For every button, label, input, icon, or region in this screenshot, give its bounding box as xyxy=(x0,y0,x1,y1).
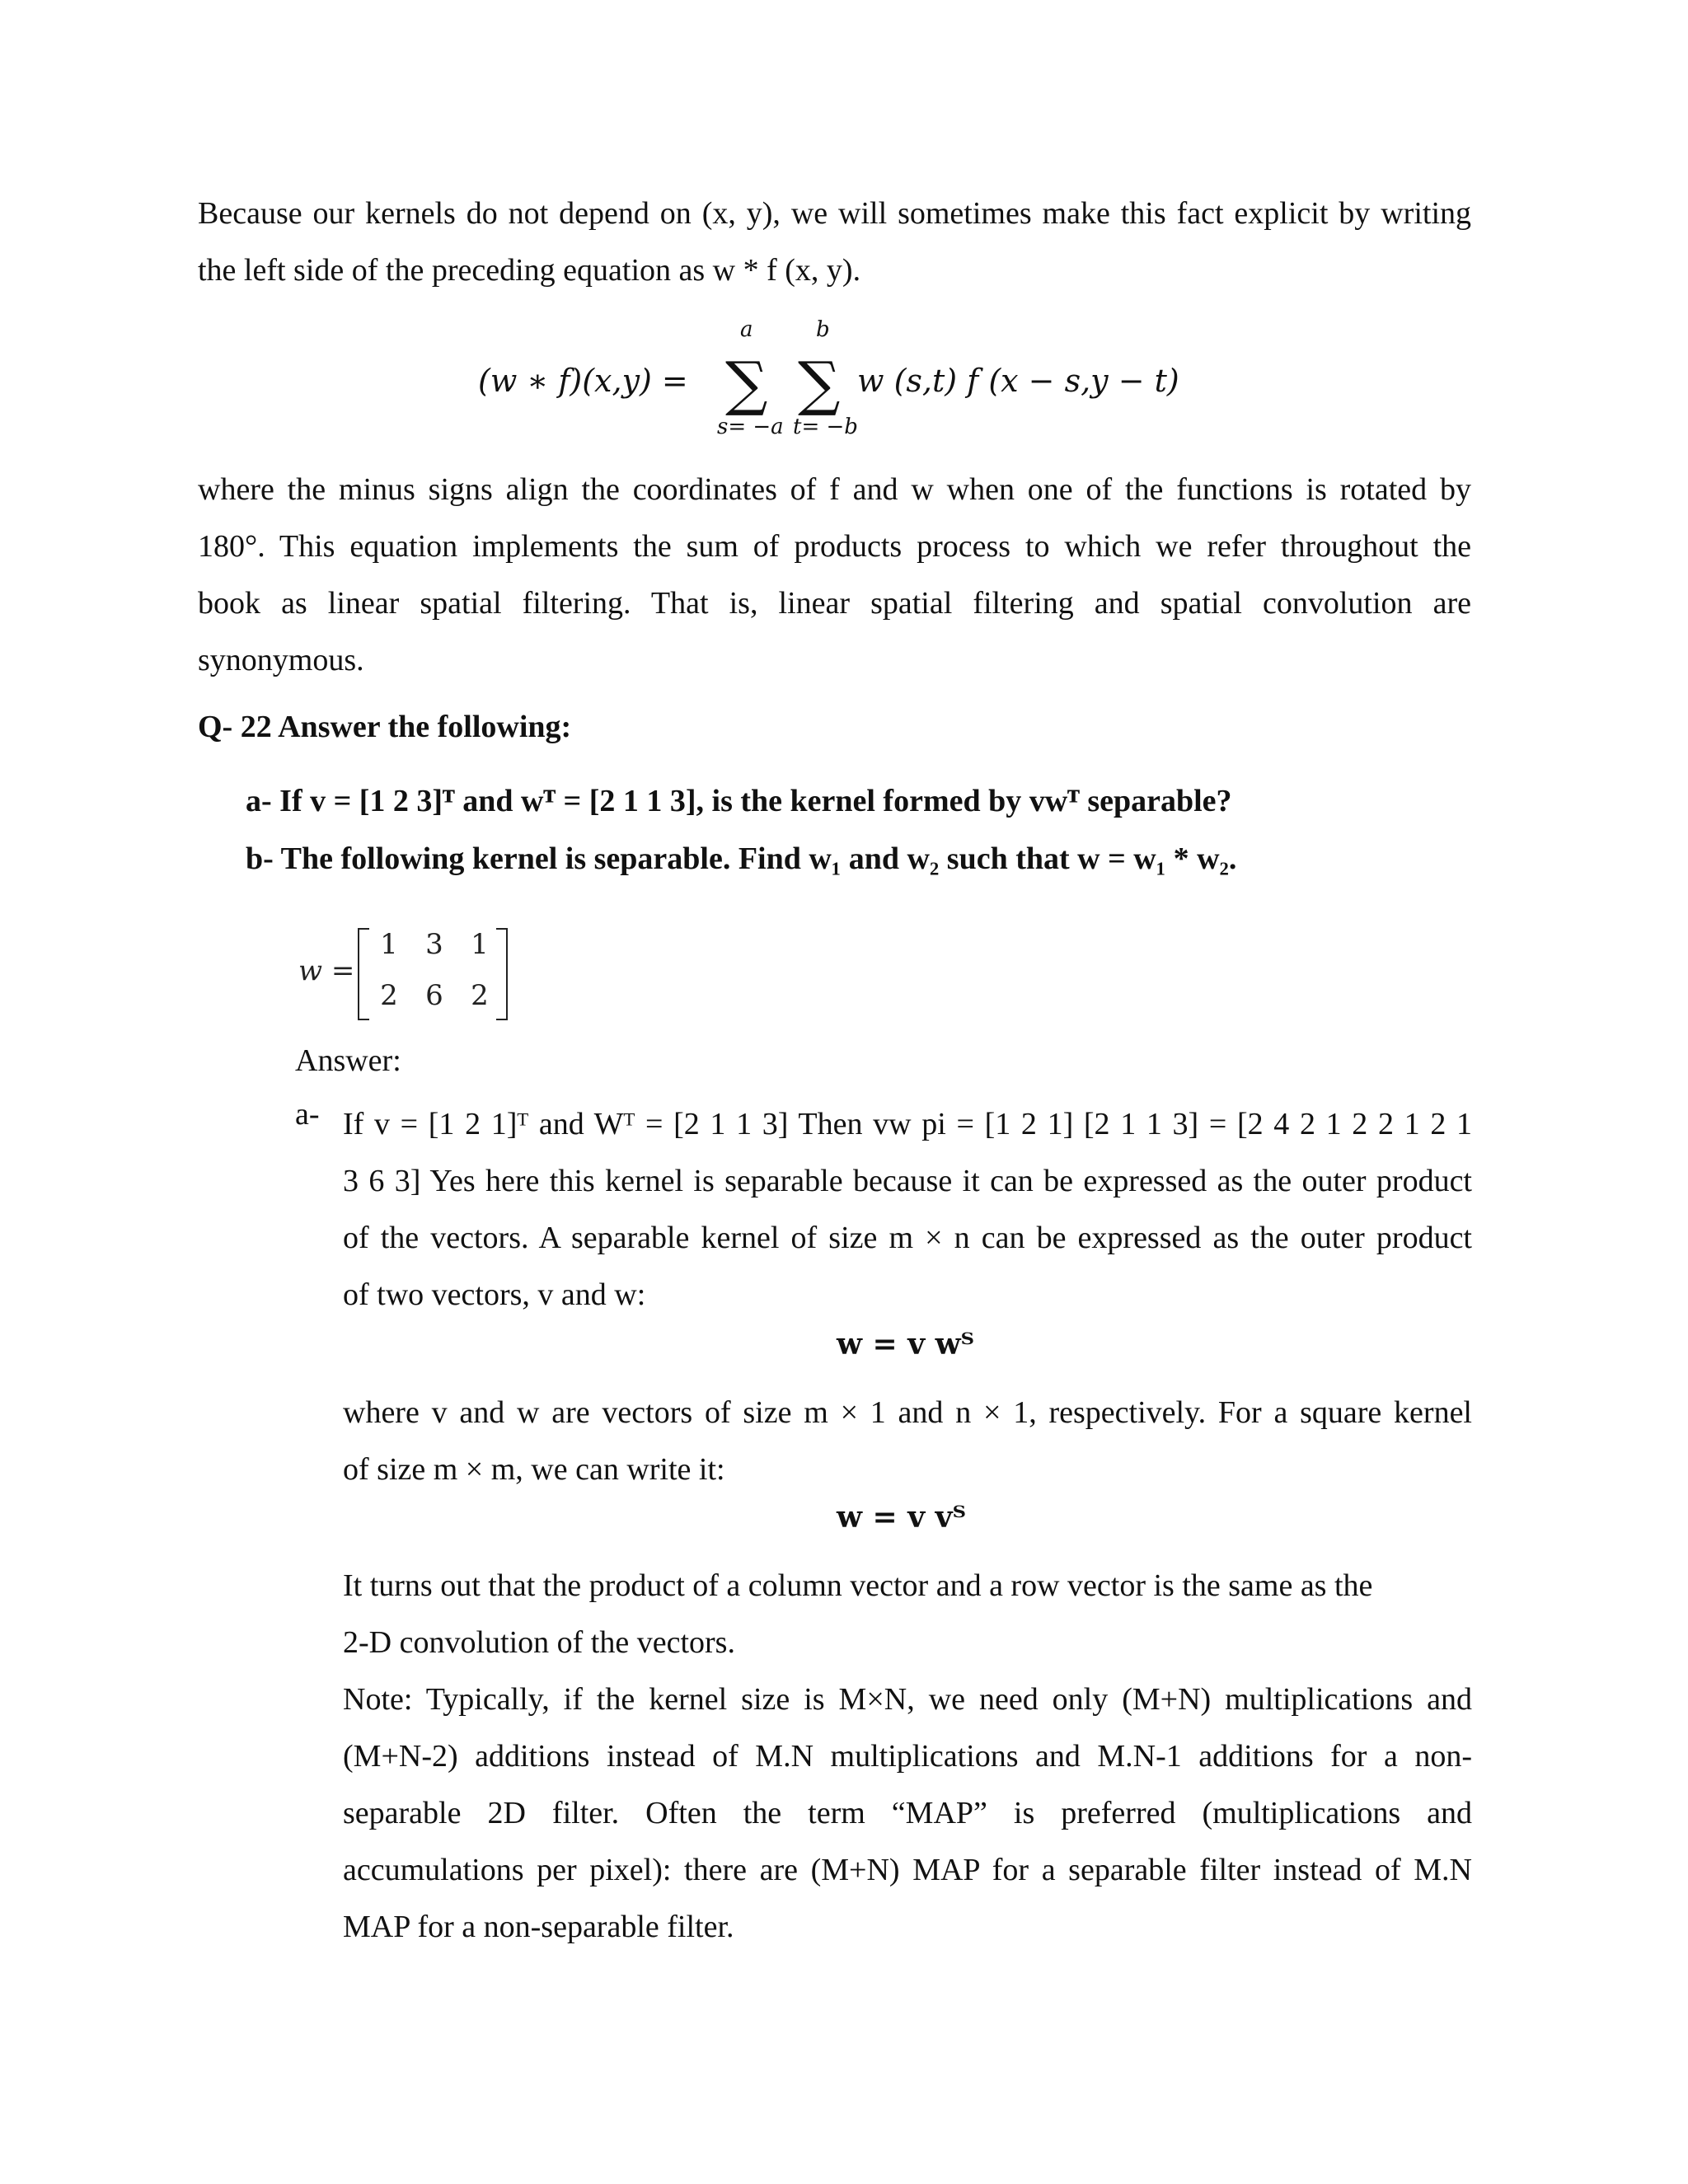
intro-line-2: the left side of the preceding equation as w * f (x, y). xyxy=(198,253,861,288)
answer-line-5: where v and w are vectors of size m × 1 and n × 1, respectively. For a square kernel xyxy=(343,1395,1472,1430)
answer-line-7: It turns out that the product of a column vector and a row vector is the same as the xyxy=(343,1568,1373,1603)
equation-lhs: (w ∗ f)(x,y) = xyxy=(478,363,688,399)
sum-t-sigma: ∑ xyxy=(798,349,841,418)
matrix-label: w = xyxy=(298,954,355,987)
sum-s-upper-limit: a xyxy=(740,317,753,342)
answer-line-4: of two vectors, v and w: xyxy=(343,1277,646,1312)
sum-s-lower-limit: s= −a xyxy=(717,415,784,439)
answer-line-9: Note: Typically, if the kernel size is M×N, we need only (M+N) multiplications and xyxy=(343,1682,1472,1717)
answer-block-1 xyxy=(343,1096,1472,1324)
answer-line-8: 2-D convolution of the vectors. xyxy=(343,1625,735,1660)
para2-line-4: synonymous. xyxy=(198,643,364,677)
question-item-b: b- The following kernel is separable. Find w₁ and w₂ such that w = w₁ * w₂. xyxy=(246,841,1237,876)
answer-line-13: MAP for a non-separable filter. xyxy=(343,1910,734,1944)
answer-line-12: accumulations per pixel): there are (M+N) MAP for a separable filter instead of M.N xyxy=(343,1853,1472,1887)
answer-line-1: If v = [1 2 1]ᵀ and Wᵀ = [2 1 1 3] Then vw pi = [1 2 1] [2 1 1 3] = [2 4 2 1 2 2 1 2 1 xyxy=(343,1107,1472,1141)
matrix-left-bracket xyxy=(358,928,369,1020)
para2-line-3: book as linear spatial filtering. That is, linear spatial filtering and spatial convolution are xyxy=(198,586,1471,621)
answer-block-3 xyxy=(343,1558,1472,1956)
matrix-cell: 6 xyxy=(425,979,443,1012)
sum-s-sigma: ∑ xyxy=(725,349,768,418)
outer-product-equation: w = v wᵀ xyxy=(837,1327,975,1361)
answer-block-2 xyxy=(343,1385,1472,1498)
para2-line-2: 180°. This equation implements the sum of products process to which we refer throughout the xyxy=(198,529,1471,564)
answer-marker-a: a- xyxy=(295,1097,320,1132)
convolution-equation xyxy=(478,317,1220,449)
matrix-cell: 3 xyxy=(425,928,443,961)
sum-t-upper-limit: b xyxy=(816,317,830,342)
matrix-cell: 2 xyxy=(380,979,398,1012)
question-heading: Q- 22 Answer the following: xyxy=(198,710,572,744)
matrix-cell: 1 xyxy=(471,928,489,961)
matrix-cell: 2 xyxy=(471,979,489,1012)
answer-line-10: (M+N-2) additions instead of M.N multiplications and M.N-1 additions for a non- xyxy=(343,1739,1472,1774)
matrix-right-bracket xyxy=(496,928,508,1020)
square-kernel-equation: w = v vᵀ xyxy=(837,1500,966,1535)
convolution-paragraph xyxy=(198,462,1471,689)
answer-line-6: of size m × m, we can write it: xyxy=(343,1452,725,1487)
kernel-matrix xyxy=(298,923,513,1022)
intro-line-1: Because our kernels do not depend on (x, y), we will sometimes make this fact explicit by writing xyxy=(198,196,1471,231)
answer-label: Answer: xyxy=(295,1043,401,1078)
answer-line-2: 3 6 3] Yes here this kernel is separable because it can be expressed as the outer product xyxy=(343,1164,1472,1198)
equation-rhs: w (s,t) f (x − s,y − t) xyxy=(857,363,1179,399)
answer-line-3: of the vectors. A separable kernel of size m × n can be expressed as the outer product xyxy=(343,1221,1472,1255)
para2-line-1: where the minus signs align the coordinates of f and w when one of the functions is rotated by xyxy=(198,472,1471,507)
question-item-a: a- If v = [1 2 3]ᵀ and wᵀ = [2 1 1 3], is the kernel formed by vwᵀ separable? xyxy=(246,784,1232,818)
intro-paragraph xyxy=(198,185,1471,299)
answer-line-11: separable 2D filter. Often the term “MAP” is preferred (multiplications and xyxy=(343,1796,1472,1830)
matrix-cell: 1 xyxy=(380,928,398,961)
sum-t-lower-limit: t= −b xyxy=(793,415,858,439)
